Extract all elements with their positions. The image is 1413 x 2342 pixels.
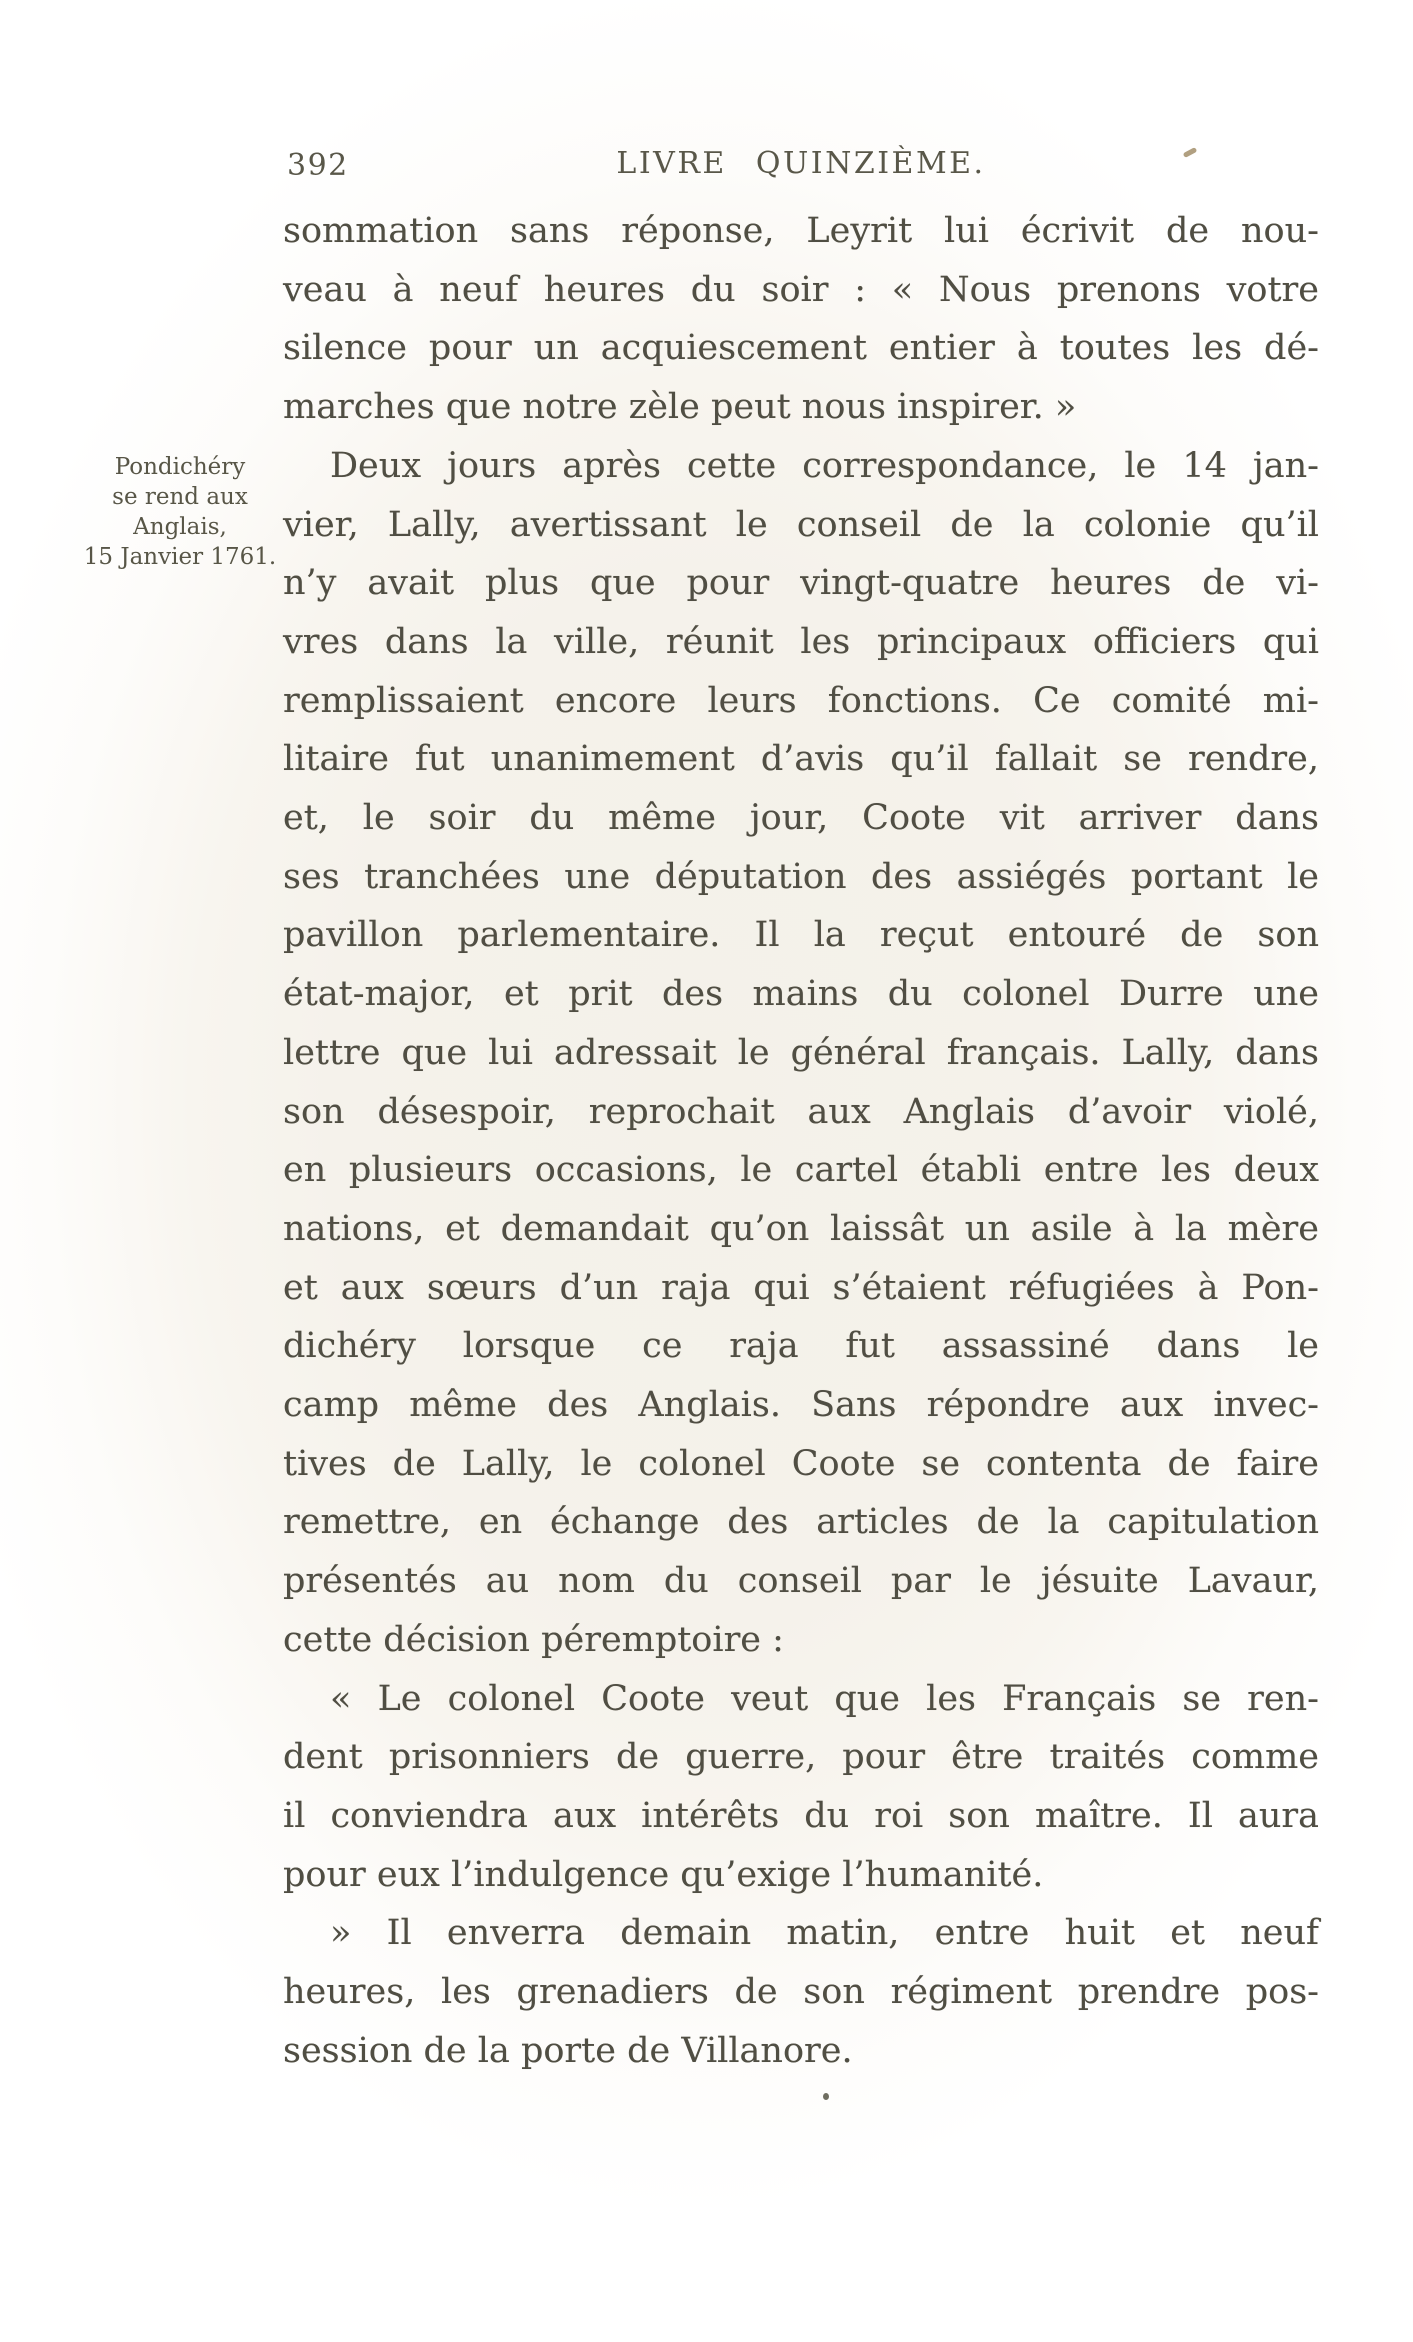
text-line: pour eux l’indulgence qu’exige l’humanité.	[283, 1854, 1044, 1895]
text-line: nations, et demandait qu’on laissât un asile à la mère	[283, 1208, 1319, 1249]
paragraph	[283, 1904, 1319, 2080]
margin-note-line: Pondichéry	[114, 454, 246, 480]
text-line: tives de Lally, le colonel Coote se contenta de faire	[283, 1443, 1319, 1484]
page-number: 392	[287, 148, 349, 183]
text-line: remplissaient encore leurs fonctions. Ce comité mi-	[283, 680, 1319, 721]
text-line: dichéry lorsque ce raja fut assassiné dans le	[283, 1326, 1319, 1367]
running-title: LIVRE QUINZIÈME.	[616, 146, 986, 181]
text-line: silence pour un acquiescement entier à toutes les dé-	[283, 328, 1319, 369]
text-line: camp même des Anglais. Sans répondre aux invec-	[283, 1385, 1319, 1426]
text-line: n’y avait plus que pour vingt-quatre heures de vi-	[283, 563, 1319, 604]
text-line: cette décision péremptoire :	[283, 1619, 784, 1660]
text-line: son désespoir, reprochait aux Anglais d’avoir violé,	[283, 1091, 1319, 1132]
text-line: et aux sœurs d’un raja qui s’étaient réfugiées à Pon-	[283, 1267, 1319, 1308]
margin-note-line: Anglais,	[133, 514, 227, 540]
text-line: présentés au nom du conseil par le jésuite Lavaur,	[283, 1561, 1319, 1602]
text-line: » Il enverra demain matin, entre huit et neuf	[330, 1913, 1319, 1954]
text-line: vres dans la ville, réunit les principaux officiers qui	[283, 621, 1319, 662]
text-line: remettre, en échange des articles de la capitulation	[283, 1502, 1319, 1543]
margin-note-line: se rend aux	[112, 484, 248, 510]
text-line: état-major, et prit des mains du colonel Durre une	[283, 974, 1319, 1015]
paragraph	[283, 437, 1319, 1670]
text-line: il conviendra aux intérêts du roi son maître. Il aura	[283, 1795, 1319, 1836]
text-line: lettre que lui adressait le général français. Lally, dans	[283, 1032, 1319, 1073]
margin-note	[60, 452, 300, 572]
text-line: dent prisonniers de guerre, pour être traités comme	[283, 1737, 1319, 1778]
paragraph	[283, 202, 1319, 437]
text-line: Deux jours après cette correspondance, le 14 jan-	[330, 445, 1319, 486]
text-line: litaire fut unanimement d’avis qu’il fallait se rendre,	[283, 739, 1319, 780]
text-line: marches que notre zèle peut nous inspirer. »	[283, 387, 1077, 428]
paragraph	[283, 1670, 1319, 1905]
text-line: ses tranchées une députation des assiégés portant le	[283, 856, 1319, 897]
text-line: en plusieurs occasions, le cartel établi entre les deux	[283, 1150, 1319, 1191]
text-line: « Le colonel Coote veut que les Français se ren-	[330, 1678, 1319, 1719]
margin-note-line: 15 Janvier 1761.	[83, 544, 277, 570]
body-text	[283, 202, 1319, 2081]
text-line: heures, les grenadiers de son régiment prendre pos-	[283, 1972, 1319, 2013]
text-line: sommation sans réponse, Leyrit lui écrivit de nou-	[283, 211, 1319, 251]
text-line: session de la porte de Villanore.	[283, 2030, 853, 2071]
text-line: et, le soir du même jour, Coote vit arriver dans	[283, 798, 1319, 839]
text-line: veau à neuf heures du soir : « Nous prenons votre	[283, 269, 1319, 310]
footer-dot-mark	[823, 2093, 829, 2100]
text-line: vier, Lally, avertissant le conseil de la colonie qu’il	[283, 504, 1319, 545]
text-line: pavillon parlementaire. Il la reçut entouré de son	[283, 915, 1319, 956]
